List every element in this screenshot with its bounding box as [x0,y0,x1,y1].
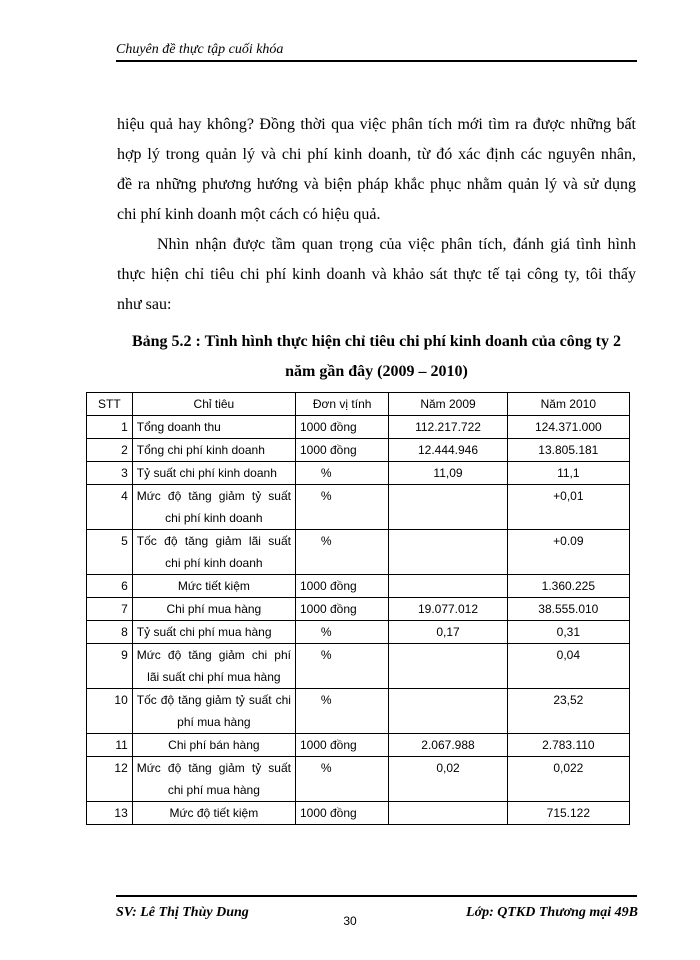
cell-unit: 1000 đồng [295,802,388,825]
caption-line-1: Bảng 5.2 : Tình hình thực hiện chỉ tiêu chi phí kinh doanh của công ty 2 [131,333,621,350]
cell-unit: % [295,462,388,485]
cell-indicator [132,689,295,734]
cell-indicator [132,575,295,598]
indicator-line: phí mua hàng [177,715,251,729]
cell-unit: 1000 đồng [295,598,388,621]
cell-2010: 13.805.181 [507,439,629,462]
cell-unit: % [295,689,388,734]
cell-indicator [132,530,295,575]
paragraph-line: đề ra những phương hướng và biện pháp khắc phục nhằm quản lý và sử dụng [117,176,636,193]
cell-unit: % [295,485,388,530]
cost-table [86,392,630,825]
cell-2010: 124.371.000 [507,416,629,439]
footer-divider [116,895,637,897]
cell-indicator [132,485,295,530]
cell-stt: 5 [87,530,133,575]
cell-unit: 1000 đồng [295,439,388,462]
indicator-line: Tổng chi phí kinh doanh [136,443,265,457]
table-row [87,598,630,621]
table-row [87,734,630,757]
cell-stt: 4 [87,485,133,530]
cell-unit: % [295,757,388,802]
header-stt: STT [87,393,133,416]
cell-indicator [132,757,295,802]
cell-2010: 2.783.110 [507,734,629,757]
cell-stt: 10 [87,689,133,734]
cell-stt: 2 [87,439,133,462]
paragraph-intro [117,110,636,230]
cell-2010: 715.122 [507,802,629,825]
cell-2009: 11,09 [389,462,507,485]
cell-stt: 3 [87,462,133,485]
cell-unit: % [295,530,388,575]
table-row [87,439,630,462]
indicator-line: Tỷ suất chi phí mua hàng [136,625,272,639]
running-header: Chuyên đề thực tập cuối khóa [116,42,284,57]
cell-stt: 13 [87,802,133,825]
cell-unit: 1000 đồng [295,416,388,439]
cell-2009 [389,802,507,825]
header-2009: Năm 2009 [389,393,507,416]
cell-2010: 23,52 [507,689,629,734]
indicator-line: Mức độ tăng giảm chi phí [136,648,291,662]
table-row [87,621,630,644]
indicator-line: Mức độ tăng giảm tỷ suất [136,489,291,503]
cell-indicator [132,621,295,644]
table-body [87,416,630,825]
cell-2010: 0,022 [507,757,629,802]
cell-indicator [132,802,295,825]
table-row [87,575,630,598]
cell-2009: 19.077.012 [389,598,507,621]
cell-stt: 6 [87,575,133,598]
cell-indicator [132,598,295,621]
cell-indicator [132,416,295,439]
cell-2009 [389,644,507,689]
page-number: 30 [343,914,357,928]
footer-class: Lớp: QTKD Thương mại 49B [466,905,638,920]
header-indicator: Chỉ tiêu [132,393,295,416]
cell-2010: +0,01 [507,485,629,530]
indicator-line: Tốc độ tăng giảm tỷ suất chi [136,693,291,707]
cell-unit: % [295,621,388,644]
table-row [87,802,630,825]
cell-stt: 1 [87,416,133,439]
paragraph-line: như sau: [117,296,172,313]
table-caption [117,327,636,387]
caption-line-2: năm gần đây (2009 – 2010) [285,363,468,380]
cell-indicator [132,462,295,485]
table-row [87,757,630,802]
paragraph-line: hợp lý trong quản lý và chi phí kinh doanh, từ đó xác định các nguyên nhân, [117,146,636,163]
cell-2009: 112.217.722 [389,416,507,439]
cell-2010: +0.09 [507,530,629,575]
cell-stt: 9 [87,644,133,689]
cell-2010: 38.555.010 [507,598,629,621]
cell-indicator [132,734,295,757]
paragraph-observation [117,230,636,320]
paragraph-line: Nhìn nhận được tầm quan trọng của việc phân tích, đánh giá tình hình [157,236,636,253]
cell-stt: 11 [87,734,133,757]
table-row [87,416,630,439]
cell-2009: 2.067.988 [389,734,507,757]
cell-unit: % [295,644,388,689]
indicator-line: Mức tiết kiệm [177,579,250,593]
cell-unit: 1000 đồng [295,575,388,598]
indicator-line: lãi suất chi phí mua hàng [147,670,281,684]
footer-student: SV: Lê Thị Thùy Dung [116,905,249,920]
cell-2009 [389,575,507,598]
cell-2010: 11,1 [507,462,629,485]
cell-2009 [389,485,507,530]
cell-unit: 1000 đồng [295,734,388,757]
cell-2010: 1.360.225 [507,575,629,598]
header-2010: Năm 2010 [507,393,629,416]
indicator-line: chi phí mua hàng [167,783,260,797]
cell-2010: 0,04 [507,644,629,689]
table-row [87,485,630,530]
paragraph-line: hiệu quả hay không? Đồng thời qua việc phân tích mới tìm ra được những bất [117,116,636,133]
cell-indicator [132,439,295,462]
cell-2009: 0,02 [389,757,507,802]
indicator-line: Tỷ suất chi phí kinh doanh [136,466,277,480]
table-row [87,530,630,575]
cell-2009 [389,530,507,575]
table-header-row [87,393,630,416]
indicator-line: Mức độ tăng giảm tỷ suất [136,761,291,775]
paragraph-line: thực hiện chỉ tiêu chi phí kinh doanh và khảo sát thực tế tại công ty, tôi thấy [117,266,636,283]
indicator-line: Chi phí bán hàng [168,738,260,752]
cell-2009 [389,689,507,734]
indicator-line: Mức độ tiết kiệm [169,806,259,820]
cell-2010: 0,31 [507,621,629,644]
header-divider [116,60,637,62]
table-row [87,689,630,734]
cell-stt: 8 [87,621,133,644]
header-unit: Đơn vị tính [295,393,388,416]
paragraph-line: chi phí kinh doanh một cách có hiệu quả. [117,206,381,223]
cell-stt: 7 [87,598,133,621]
cell-indicator [132,644,295,689]
indicator-line: Tốc độ tăng giảm lãi suất [136,534,291,548]
table-row [87,644,630,689]
cell-2009: 0,17 [389,621,507,644]
cell-2009: 12.444.946 [389,439,507,462]
indicator-line: chi phí kinh doanh [165,511,263,525]
table-row [87,462,630,485]
indicator-line: Chi phí mua hàng [166,602,262,616]
indicator-line: Tổng doanh thu [136,420,221,434]
cell-stt: 12 [87,757,133,802]
indicator-line: chi phí kinh doanh [165,556,263,570]
